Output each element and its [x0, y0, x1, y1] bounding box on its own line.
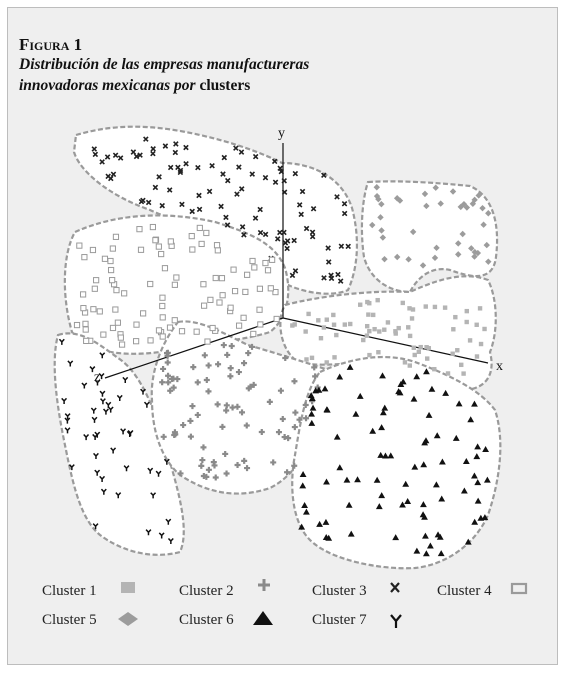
figure-title-line2-italic: innovadoras mexicanas por	[19, 77, 200, 94]
legend-item-cluster-2	[179, 579, 270, 599]
cluster-4-point	[153, 238, 158, 243]
cluster-4-point	[214, 243, 219, 248]
legend-marker-cluster-4	[512, 584, 526, 593]
cluster-4-point	[270, 257, 275, 262]
cluster-4-point	[162, 266, 167, 271]
cluster-4-point	[168, 239, 173, 244]
cluster-4-point	[83, 321, 88, 326]
cluster-4-point	[138, 247, 143, 252]
cluster-1-point	[406, 325, 410, 329]
cluster-1-point	[410, 316, 414, 320]
cluster-1-point	[372, 327, 376, 331]
cluster-1-point	[424, 304, 428, 308]
legend-label-cluster-3: Cluster 3	[312, 583, 367, 599]
x-axis-label: x	[496, 359, 503, 374]
cluster-1-point	[446, 371, 450, 375]
y-axis-label: y	[278, 126, 285, 141]
cluster-4-point	[228, 305, 233, 310]
cluster-4-point	[74, 322, 79, 327]
cluster-4-point	[134, 339, 139, 344]
cluster-1-point	[408, 334, 412, 338]
cluster-1-point	[325, 317, 329, 321]
cluster-1-point	[453, 315, 457, 319]
cluster-1-point	[332, 355, 336, 359]
cluster-1-point	[375, 298, 379, 302]
cluster-1-point	[443, 305, 447, 309]
legend-item-cluster-4	[437, 583, 526, 599]
cluster-4-point	[113, 307, 118, 312]
cluster-4-point	[160, 295, 165, 300]
cluster-4-point	[150, 224, 155, 229]
cluster-1-point	[475, 354, 479, 358]
cluster-1-point	[419, 345, 423, 349]
cluster-1-point	[322, 325, 326, 329]
cluster-1-point	[304, 357, 308, 361]
cluster-4-point	[160, 303, 165, 308]
cluster-1-point	[310, 356, 314, 360]
cluster-4-point	[90, 247, 95, 252]
cluster-4-point	[77, 243, 82, 248]
cluster-4-point	[102, 256, 107, 261]
cluster-1-point	[331, 313, 335, 317]
cluster-1-point	[367, 353, 371, 357]
cluster-4-point	[137, 227, 142, 232]
cluster-4-point	[236, 323, 241, 328]
legend-marker-cluster-7	[391, 615, 401, 628]
cluster-4-point	[274, 316, 279, 321]
cluster-1-point	[424, 345, 428, 349]
cluster-4-point	[108, 258, 113, 263]
cluster-4-point	[160, 334, 165, 339]
cluster-4-point	[252, 265, 257, 270]
cluster-4-point	[257, 307, 262, 312]
cluster-4-point	[148, 338, 153, 343]
cluster-4-point	[245, 272, 250, 277]
cluster-1-point	[394, 331, 398, 335]
cluster-4-point	[258, 322, 263, 327]
legend-label-cluster-2: Cluster 2	[179, 583, 234, 599]
cluster-4-point	[190, 247, 195, 252]
cluster-1-point	[401, 301, 405, 305]
cluster-1-point	[290, 323, 294, 327]
legend-item-cluster-3	[312, 583, 399, 599]
cluster-4-point	[110, 246, 115, 251]
cluster-4-point	[84, 338, 89, 343]
cluster-1-point	[433, 305, 437, 309]
legend-label-cluster-6: Cluster 6	[179, 612, 234, 628]
cluster-4-point	[115, 320, 120, 325]
cluster-4-point	[167, 325, 172, 330]
cluster-4-point	[217, 300, 222, 305]
cluster-1-point	[332, 323, 336, 327]
cluster-4-point	[219, 276, 224, 281]
legend-marker-cluster-2	[258, 579, 270, 591]
cluster-4-point	[156, 328, 161, 333]
cluster-4-point	[172, 282, 177, 287]
cluster-1-point	[461, 371, 465, 375]
legend-marker-cluster-5	[118, 612, 138, 626]
cluster-1-point	[377, 329, 381, 333]
legend-marker-cluster-1	[121, 582, 135, 593]
cluster-4-point	[174, 275, 179, 280]
cluster-1-point	[411, 307, 415, 311]
cluster-4-point	[205, 339, 210, 344]
cluster-4-point	[241, 315, 246, 320]
z-axis-label: z	[94, 370, 101, 385]
legend-marker-cluster-6	[253, 611, 273, 625]
cluster-4-point	[257, 286, 262, 291]
cluster-4-point	[110, 325, 115, 330]
cluster-4-point	[243, 289, 248, 294]
cluster-4-point	[160, 315, 165, 320]
cluster-4-point	[208, 297, 213, 302]
cluster-4-point	[250, 258, 255, 263]
cluster-1-point	[348, 322, 352, 326]
cluster-1-point	[478, 306, 482, 310]
cluster-4-point	[213, 275, 218, 280]
cluster-1-point	[479, 342, 483, 346]
cluster-1-point	[412, 346, 416, 350]
cluster-4-point	[232, 288, 237, 293]
cluster-4-point	[80, 292, 85, 297]
cluster-1-point	[365, 324, 369, 328]
cluster-1-point	[371, 313, 375, 317]
cluster-4-point	[220, 293, 225, 298]
cluster-4-point	[141, 311, 146, 316]
cluster-1-point	[343, 322, 347, 326]
legend-label-cluster-1: Cluster 1	[42, 583, 97, 599]
cluster-4-point	[197, 225, 202, 230]
cluster-4-point	[113, 234, 118, 239]
legend-item-cluster-6	[179, 611, 273, 628]
cluster-1-point	[475, 323, 479, 327]
cluster-1-point	[316, 318, 320, 322]
cluster-1-point	[465, 309, 469, 313]
cluster-4-point	[172, 318, 177, 323]
cluster-4-point	[194, 329, 199, 334]
cluster-4-point	[215, 248, 220, 253]
cluster-1-point	[450, 352, 454, 356]
cluster-1-point	[468, 338, 472, 342]
cluster-4-point	[201, 282, 206, 287]
cluster-4-point	[101, 332, 106, 337]
cluster-4-point	[110, 278, 115, 283]
legend-item-cluster-5	[42, 612, 138, 628]
cluster-4-point	[82, 255, 87, 260]
cluster-1-point	[386, 320, 390, 324]
cluster-1-point	[334, 333, 338, 337]
cluster-1-point	[451, 327, 455, 331]
legend-label-cluster-5: Cluster 5	[42, 612, 97, 628]
cluster-4-point	[251, 331, 256, 336]
cluster-4-point	[204, 230, 209, 235]
legend-label-cluster-4: Cluster 4	[437, 583, 492, 599]
cluster-4-point	[202, 303, 207, 308]
cluster-1-point	[306, 312, 310, 316]
cluster-1-point	[459, 363, 463, 367]
cluster-1-point	[376, 350, 380, 354]
cluster-1-point	[417, 350, 421, 354]
cluster-4-point	[92, 286, 97, 291]
cluster-1-point	[367, 329, 371, 333]
cluster-4-point	[114, 288, 119, 293]
cluster-1-point	[425, 356, 429, 360]
cluster-1-point	[482, 327, 486, 331]
cluster-1-point	[366, 312, 370, 316]
cluster-4-point	[83, 327, 88, 332]
cluster-4-point	[156, 244, 161, 249]
figure-label: Figura 1	[19, 35, 83, 54]
legend-item-cluster-1	[42, 582, 135, 599]
cluster-1-point	[365, 300, 369, 304]
cluster-4-point	[268, 286, 273, 291]
figure-title-line2-clusters: clusters	[199, 77, 251, 94]
cluster-4-point	[118, 335, 123, 340]
cluster-4-point	[231, 267, 236, 272]
cluster-1-point	[403, 360, 407, 364]
cluster-4-point	[108, 267, 113, 272]
cluster-1-point	[319, 336, 323, 340]
cluster-4-point	[94, 278, 99, 283]
figure-title-line1: Distribución de las empresas manufactureras	[19, 56, 310, 73]
cluster-4-point	[189, 234, 194, 239]
cluster-4-point	[81, 306, 86, 311]
cluster-1-point	[358, 303, 362, 307]
cluster-4-point	[91, 307, 96, 312]
cluster-1-point	[365, 333, 369, 337]
legend-marker-cluster-3	[391, 583, 399, 592]
cluster-1-point	[361, 338, 365, 342]
cluster-4-point	[134, 322, 139, 327]
cluster-4-point	[119, 342, 124, 347]
cluster-1-point	[413, 353, 417, 357]
cluster-4-point	[148, 281, 153, 286]
cluster-4-point	[159, 251, 164, 256]
cluster-1-point	[455, 348, 459, 352]
cluster-1-point	[464, 320, 468, 324]
cluster-4-point	[265, 268, 270, 273]
cluster-4-point	[97, 309, 102, 314]
cluster-4-point	[122, 291, 127, 296]
cluster-1-point	[408, 363, 412, 367]
cluster-1-point	[382, 328, 386, 332]
cluster-1-point	[325, 360, 329, 364]
legend	[42, 579, 526, 628]
cluster-4-point	[179, 329, 184, 334]
cluster-1-point	[303, 329, 307, 333]
cluster-4-point	[210, 325, 215, 330]
legend-item-cluster-7	[312, 612, 401, 628]
cluster-1-point	[432, 367, 436, 371]
cluster-4-point	[199, 241, 204, 246]
legend-label-cluster-7: Cluster 7	[312, 612, 367, 628]
cluster-4-point	[263, 260, 268, 265]
